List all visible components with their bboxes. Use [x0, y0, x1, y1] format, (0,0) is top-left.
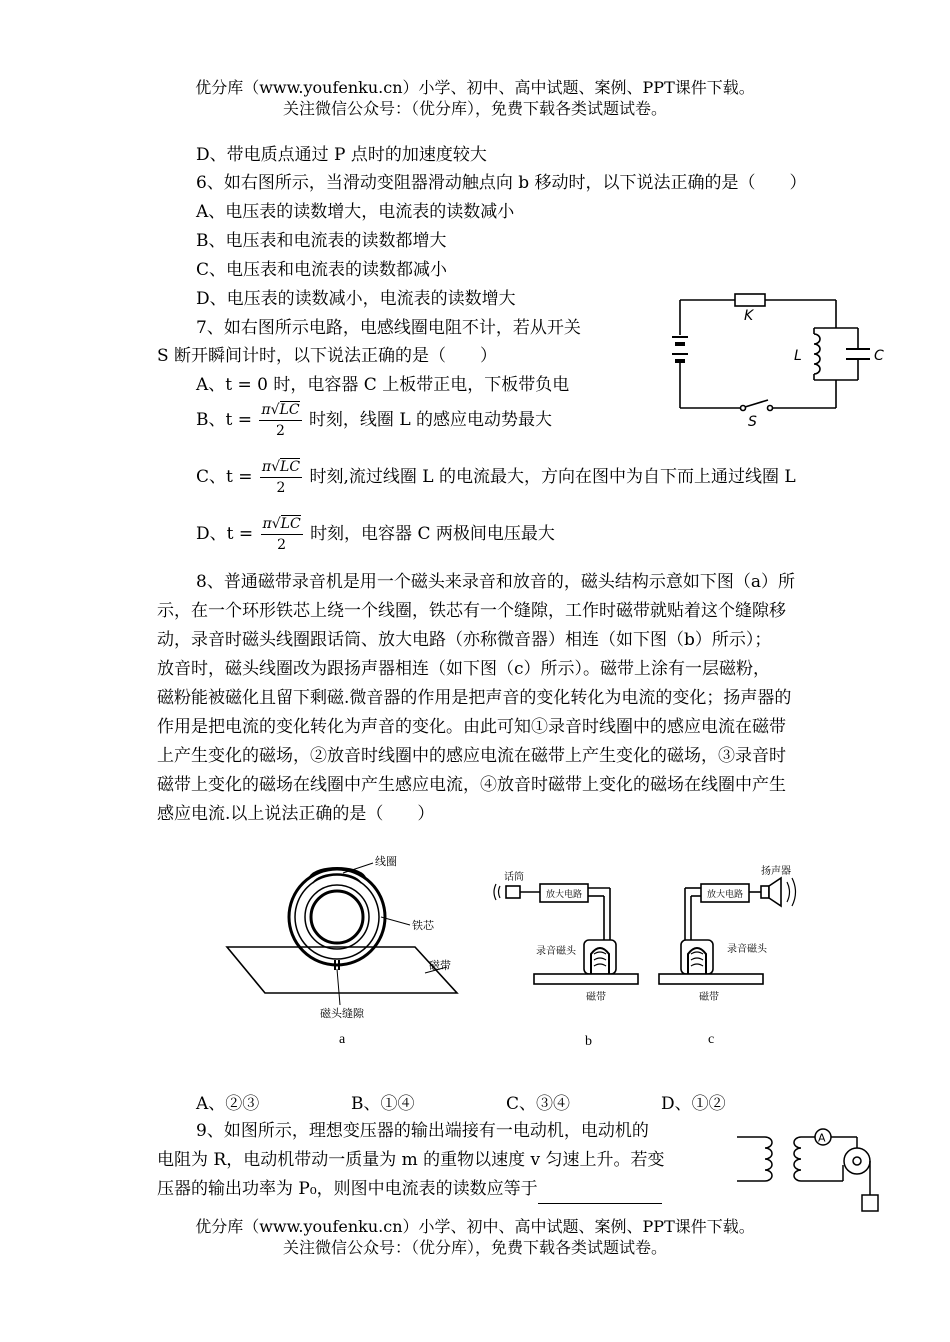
q8-option-b: B、①④	[351, 1094, 415, 1114]
q7-option-c-suffix: 时刻,流过线圈 L 的电流最大，方向在图中为自下而上通过线圈 L	[309, 467, 796, 487]
fig-a-label-coil: 线圈	[375, 855, 397, 868]
fig-b-label-amp: 放大电路	[546, 890, 583, 900]
q8-option-c: C、③④	[506, 1094, 571, 1114]
q5-option-d: D、带电质点通过 P 点时的加速度较大	[196, 145, 487, 165]
formula-pi-sqrt-lc-over-2: $\frac{\pi√LC}{2}$	[261, 459, 301, 496]
figure-a-magnetic-head	[225, 855, 460, 1020]
q7-stem-line-1: 7、如右图所示电路，电感线圈电阻不计，若从开关	[196, 318, 581, 338]
q7-option-d	[196, 514, 555, 555]
q7-option-d-prefix: D、t =	[196, 524, 254, 544]
q8-para-line-1: 8、普通磁带录音机是用一个磁头来录音和放音的，磁头结构示意如下图（a）所	[196, 572, 795, 592]
q6-stem: 6、如右图所示，当滑动变阻器滑动触点向 b 移动时，以下说法正确的是（ ）	[196, 173, 807, 193]
q7-option-b-suffix: 时刻，线圈 L 的感应电动势最大	[308, 410, 553, 430]
fig-c-label-amp: 放大电路	[707, 890, 744, 900]
q8-option-d: D、①②	[661, 1094, 726, 1114]
figure-b-caption: b	[585, 1034, 592, 1049]
circuit-label-c: C	[874, 348, 884, 364]
fig-c-label-head: 录音磁头	[727, 944, 767, 955]
fig-b-label-head: 录音磁头	[536, 946, 576, 957]
circuit-label-k: K	[744, 308, 754, 324]
ammeter-label: A	[818, 1131, 826, 1145]
q7-option-c	[196, 457, 796, 498]
q6-option-b: B、电压表和电流表的读数都增大	[196, 231, 447, 251]
fig-a-label-core: 铁芯	[412, 919, 434, 932]
fig-c-label-speaker: 扬声器	[761, 866, 791, 877]
header-line-2: 关注微信公众号：（优分库），免费下载各类试题试卷。	[282, 99, 667, 118]
q6-option-a: A、电压表的读数增大，电流表的读数减小	[196, 202, 515, 222]
figure-a-caption: a	[339, 1032, 346, 1047]
q9-line-2: 电阻为 R，电动机带动一质量为 m 的重物以速度 v 匀速上升。若变	[157, 1150, 665, 1170]
lc-circuit-diagram	[660, 290, 890, 426]
figure-c-playback	[655, 860, 815, 1010]
q9-line-3	[157, 1175, 662, 1204]
footer-line-2: 关注微信公众号：（优分库），免费下载各类试题试卷。	[282, 1238, 667, 1257]
q8-para-line-7: 上产生变化的磁场，②放音时线圈中的感应电流在磁带上产生变化的磁场，③录音时	[157, 746, 786, 766]
q8-para-line-2: 示，在一个环形铁芯上绕一个线圈，铁芯有一个缝隙，工作时磁带就贴着这个缝隙移	[157, 601, 786, 621]
q8-para-line-4: 放音时，磁头线圈改为跟扬声器相连（如下图（c）所示）。磁带上涂有一层磁粉，	[157, 659, 771, 679]
circuit-label-s: S	[748, 414, 757, 426]
fig-b-label-tape: 磁带	[586, 992, 606, 1003]
q8-para-line-6: 作用是把电流的变化转化为声音的变化。由此可知①录音时线圈中的感应电流在磁带	[157, 717, 786, 737]
q7-option-c-prefix: C、t =	[196, 467, 253, 487]
q9-answer-blank	[538, 1185, 662, 1204]
figure-b-recording	[490, 862, 640, 1012]
q8-para-line-5: 磁粉能被磁化且留下剩磁.微音器的作用是把声音的变化转化为电流的变化；扬声器的	[157, 688, 792, 708]
q7-stem-line-2: S 断开瞬间计时，以下说法正确的是（ ）	[157, 346, 498, 366]
q7-option-b	[196, 400, 552, 441]
q7-option-b-prefix: B、t =	[196, 410, 252, 430]
header-line-1: 优分库（www.youfenku.cn）小学、初中、高中试题、案例、PPT课件下载。	[195, 78, 755, 97]
circuit-label-l: L	[794, 348, 802, 364]
fig-a-label-tape: 磁带	[429, 959, 451, 972]
fig-a-label-gap: 磁头缝隙	[320, 1007, 364, 1020]
q8-para-line-9: 感应电流.以上说法正确的是（ ）	[157, 804, 435, 824]
q9-line-3-text: 压器的输出功率为 P₀，则图中电流表的读数应等于	[157, 1179, 538, 1199]
q6-option-c: C、电压表和电流表的读数都减小	[196, 260, 448, 280]
formula-pi-sqrt-lc-over-2: $\frac{\pi√LC}{2}$	[262, 516, 301, 553]
q9-line-1: 9、如图所示，理想变压器的输出端接有一电动机，电动机的	[196, 1121, 649, 1141]
fig-c-label-tape: 磁带	[699, 992, 719, 1003]
q6-option-d: D、电压表的读数减小，电流表的读数增大	[196, 289, 516, 309]
transformer-motor-diagram	[735, 1125, 895, 1220]
q8-para-line-3: 动，录音时磁头线圈跟话筒、放大电路（亦称微音器）相连（如下图（b）所示）；	[157, 630, 772, 650]
figure-c-caption: c	[708, 1032, 715, 1047]
q7-option-d-suffix: 时刻，电容器 C 两极间电压最大	[310, 524, 555, 544]
q7-option-a: A、t = 0 时，电容器 C 上板带正电，下板带负电	[196, 375, 570, 395]
footer-line-1: 优分库（www.youfenku.cn）小学、初中、高中试题、案例、PPT课件下载。	[195, 1217, 755, 1236]
q8-option-a: A、②③	[196, 1094, 260, 1114]
formula-pi-sqrt-lc-over-2: $\frac{\pi√LC}{2}$	[261, 402, 300, 439]
fig-b-label-mic: 话筒	[504, 872, 524, 883]
q8-para-line-8: 磁带上变化的磁场在线圈中产生感应电流，④放音时磁带上变化的磁场在线圈中产生	[157, 775, 786, 795]
